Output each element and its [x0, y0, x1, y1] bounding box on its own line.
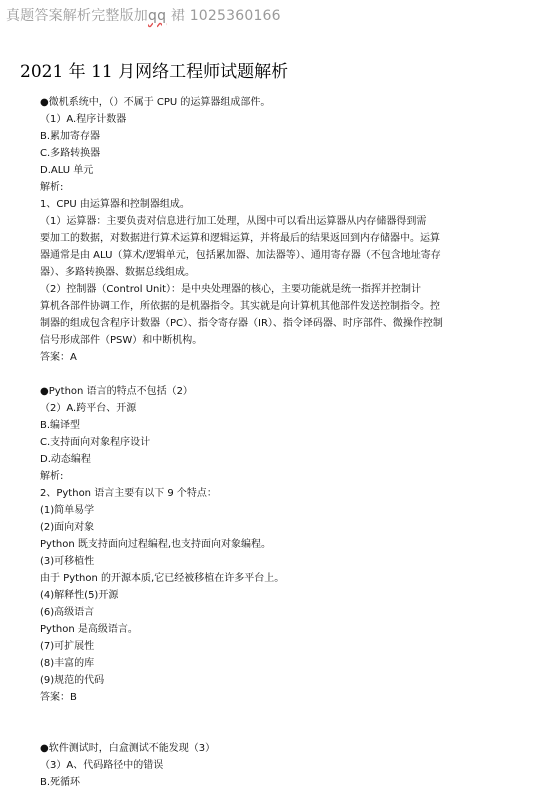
q2-option-a: （2）A.跨平台、开源 — [40, 403, 137, 414]
paragraph-gap — [40, 366, 480, 383]
q2-question: ●Python 语言的特点不包括（2） — [40, 386, 193, 397]
document-title: 2021 年 11 月网络工程师试题解析 — [20, 62, 289, 82]
q1-analysis-line: 算机各部件协调工作，所依据的是机器指令。其实就是向计算机其他部件发送控制指令。控 — [40, 301, 440, 312]
q2-analysis-line: (1)简单易学 — [40, 505, 95, 516]
q2-analysis-line: Python 既支持面向过程编程,也支持面向对象编程。 — [40, 539, 272, 550]
q3-option-a: （3）A、代码路径中的错误 — [40, 760, 164, 771]
q1-analysis-line: 要加工的数据，对数据进行算术运算和逻辑运算，并将最后的结果返回到内存储器中。运算 — [40, 233, 440, 244]
watermark-prefix: 真题答案解析完整版加 — [6, 8, 148, 24]
q2-option-b: B.编译型 — [40, 420, 81, 431]
q1-question: ●微机系统中，（）不属于 CPU 的运算器组成部件。 — [40, 97, 271, 108]
q1-analysis-line: 器）、多路转换器、数据总线组成。 — [40, 267, 195, 278]
document-body — [40, 94, 480, 791]
q3-question: ●软件测试时，白盒测试不能发现（3） — [40, 743, 216, 754]
paragraph-gap — [40, 706, 480, 740]
q1-analysis-line: 制器的组成包含程序计数器（PC）、指令寄存器（IR）、指令译码器、时序部件、微操作控制 — [40, 318, 443, 329]
q1-analysis-line: 器通常是由 ALU（算术/逻辑单元，包括累加器、加法器等）、通用寄存器（不包含地址寄存 — [40, 250, 441, 261]
q1-analysis-label: 解析: — [40, 182, 64, 193]
q1-option-b: B.累加寄存器 — [40, 131, 101, 142]
q2-analysis-line: (3)可移植性 — [40, 556, 95, 567]
q1-analysis-line: （2）控制器（Control Unit）：是中央处理器的核心，主要功能就是统一指挥并控制计 — [40, 284, 422, 295]
q2-analysis-line: (8)丰富的库 — [40, 658, 95, 669]
q2-option-d: D.动态编程 — [40, 454, 91, 465]
q3-option-b: B.死循环 — [40, 777, 81, 788]
q2-analysis-line: (7)可扩展性 — [40, 641, 95, 652]
q1-analysis-line: 信号形成部件（PSW）和中断机构。 — [40, 335, 203, 346]
q2-analysis-line: (2)面向对象 — [40, 522, 95, 533]
q1-analysis-line: 1、CPU 由运算器和控制器组成。 — [40, 199, 190, 210]
q1-analysis-line: （1）运算器：主要负责对信息进行加工处理，从图中可以看出运算器从内存储器得到需 — [40, 216, 427, 227]
q2-analysis-line: (4)解释性(5)开源 — [40, 590, 119, 601]
q2-analysis-line: (6)高级语言 — [40, 607, 95, 618]
q2-option-c: C.支持面向对象程序设计 — [40, 437, 151, 448]
q2-analysis-line: (9)规范的代码 — [40, 675, 105, 686]
q2-analysis-line: 由于 Python 的开源本质,它已经被移植在许多平台上。 — [40, 573, 285, 584]
watermark-text — [6, 5, 281, 25]
q2-analysis-line: Python 是高级语言。 — [40, 624, 138, 635]
q1-option-c: C.多路转换器 — [40, 148, 101, 159]
q1-option-a: （1）A.程序计数器 — [40, 114, 127, 125]
q2-analysis-line: 2、Python 语言主要有以下 9 个特点： — [40, 488, 217, 499]
q2-analysis-label: 解析: — [40, 471, 64, 482]
q1-option-d: D.ALU 单元 — [40, 165, 94, 176]
q2-answer: 答案：B — [40, 692, 77, 703]
q1-answer: 答案：A — [40, 352, 77, 363]
watermark-suffix: 裙 1025360166 — [166, 8, 281, 24]
watermark-qq: qq — [148, 8, 167, 24]
